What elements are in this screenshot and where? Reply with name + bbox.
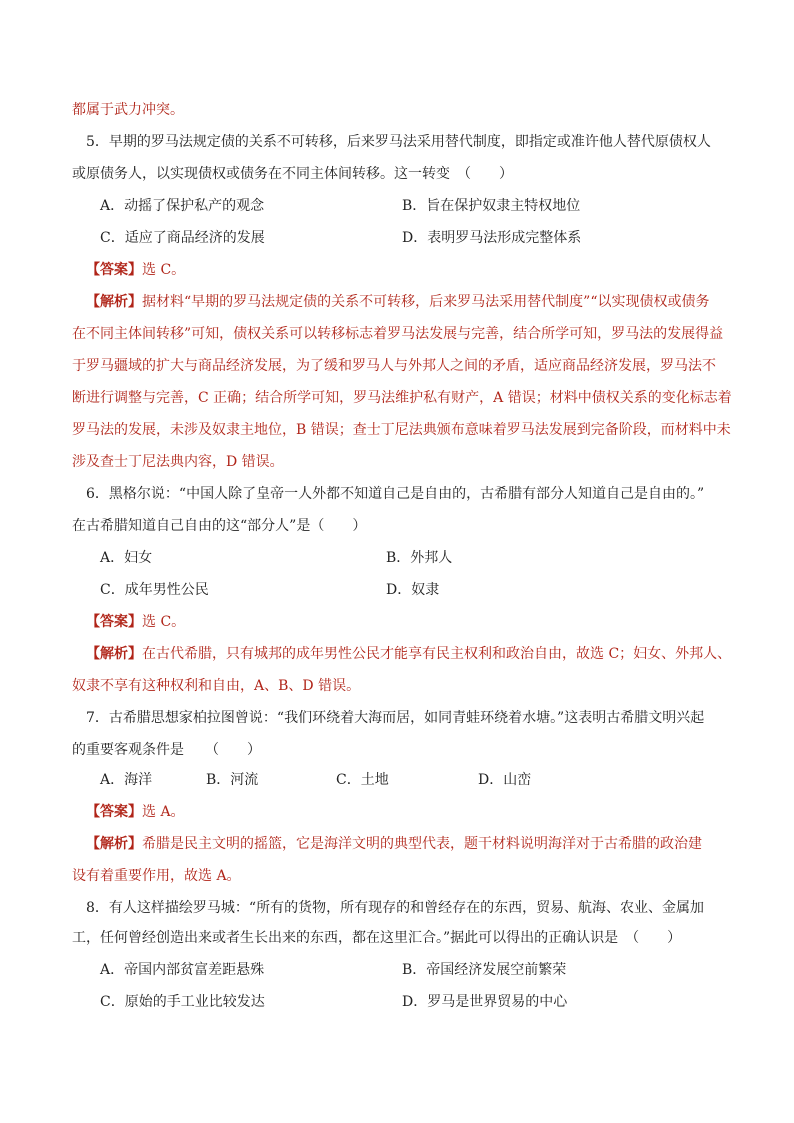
q5-analysis-line-3: 于罗马疆域的扩大与商品经济发展，为了缓和罗马人与外邦人之间的矛盾，适应商品经济发展，罗马法不 [72, 358, 716, 374]
q5-option-a: A．动摇了保护私产的观念 [100, 198, 265, 214]
q5-answer-text: 选 C。 [142, 262, 186, 278]
continuation-text: 都属于武力冲突。 [72, 102, 184, 118]
q6-answer-text: 选 C。 [142, 614, 186, 630]
q8-option-c: C．原始的手工业比较发达 [100, 994, 265, 1010]
analysis-tag: 【解析】 [86, 294, 142, 310]
q5-analysis-line-2: 在不同主体间转移”可知，债权关系可以转移标志着罗马法发展与完善，结合所学可知，罗马法的发展得益 [72, 326, 724, 342]
answer-tag: 【答案】 [86, 804, 142, 820]
q5-stem-line-2: 或原债务人，以实现债权或债务在不同主体间转移。这一转变 （ ） [72, 166, 513, 182]
q6-analysis-line-2: 奴隶不享有这种权利和自由，A、B、D 错误。 [72, 678, 361, 694]
q7-stem-line-2: 的重要客观条件是 （ ） [72, 742, 261, 758]
q7-analysis-text-1: 希腊是民主文明的摇篮，它是海洋文明的典型代表，题干材料说明海洋对于古希腊的政治建 [142, 836, 702, 852]
q7-answer [86, 802, 746, 822]
q6-option-b: B．外邦人 [386, 550, 453, 566]
q6-stem-line-1: 6．黑格尔说：“中国人除了皇帝一人外都不知道自己是自由的，古希腊有部分人知道自己是自由的。” [86, 486, 705, 502]
q8-option-a: A．帝国内部贫富差距悬殊 [100, 962, 265, 978]
analysis-tag: 【解析】 [86, 836, 142, 852]
q7-answer-text: 选 A。 [142, 804, 185, 820]
q6-analysis-text-1: 在古代希腊，只有城邦的成年男性公民才能享有民主权利和政治自由，故选 C；妇女、外邦人、 [142, 646, 732, 662]
q7-option-c: C．土地 [336, 772, 389, 788]
q6-analysis-line-1 [86, 644, 746, 664]
answer-tag: 【答案】 [86, 262, 142, 278]
q7-option-b: B．河流 [206, 772, 259, 788]
q6-option-c: C．成年男性公民 [100, 582, 209, 598]
q5-option-b: B．旨在保护奴隶主特权地位 [402, 198, 581, 214]
q8-option-d: D．罗马是世界贸易的中心 [402, 994, 568, 1010]
q7-option-d: D．山峦 [478, 772, 532, 788]
q5-analysis-line-1 [86, 292, 746, 312]
q5-option-d: D．表明罗马法形成完整体系 [402, 230, 582, 246]
q5-stem-line-1: 5．早期的罗马法规定债的关系不可转移，后来罗马法采用替代制度，即指定或准许他人替代原债权人 [86, 134, 711, 150]
q7-analysis-line-1 [86, 834, 746, 854]
q5-analysis-line-6: 涉及查士丁尼法典内容，D 错误。 [72, 454, 284, 470]
analysis-tag: 【解析】 [86, 646, 142, 662]
q6-stem-line-2: 在古希腊知道自己自由的这“部分人”是（ ） [72, 518, 367, 534]
q6-option-a: A．妇女 [100, 550, 153, 566]
q5-analysis-text-1: 据材料“早期的罗马法规定债的关系不可转移，后来罗马法采用替代制度”“以实现债权或债务 [142, 294, 710, 310]
answer-tag: 【答案】 [86, 614, 142, 630]
q7-option-a: A．海洋 [100, 772, 153, 788]
q5-analysis-line-5: 罗马法的发展，未涉及奴隶主地位，B 错误；查士丁尼法典颁布意味着罗马法发展到完备阶段，而材料中未 [72, 422, 731, 438]
q7-analysis-line-2: 设有着重要作用，故选 A。 [72, 868, 241, 884]
q8-stem-line-2: 工，任何曾经创造出来或者生长出来的东西，都在这里汇合。”据此可以得出的正确认识是 （ ） [72, 930, 682, 946]
q6-answer [86, 612, 746, 632]
q8-stem-line-1: 8．有人这样描绘罗马城：“所有的货物，所有现存的和曾经存在的东西，贸易、航海、农业、金属加 [86, 900, 705, 916]
q7-stem-line-1: 7．古希腊思想家柏拉图曾说：“我们环绕着大海而居，如同青蛙环绕着水塘。”这表明古希腊文明兴起 [86, 710, 705, 726]
q5-answer [86, 260, 746, 280]
q8-option-b: B．帝国经济发展空前繁荣 [402, 962, 567, 978]
q6-option-d: D．奴隶 [386, 582, 440, 598]
q5-analysis-line-4: 断进行调整与完善，C 正确；结合所学可知，罗马法维护私有财产，A 错误；材料中债权关系的变化标志着 [72, 390, 732, 406]
q5-option-c: C．适应了商品经济的发展 [100, 230, 265, 246]
